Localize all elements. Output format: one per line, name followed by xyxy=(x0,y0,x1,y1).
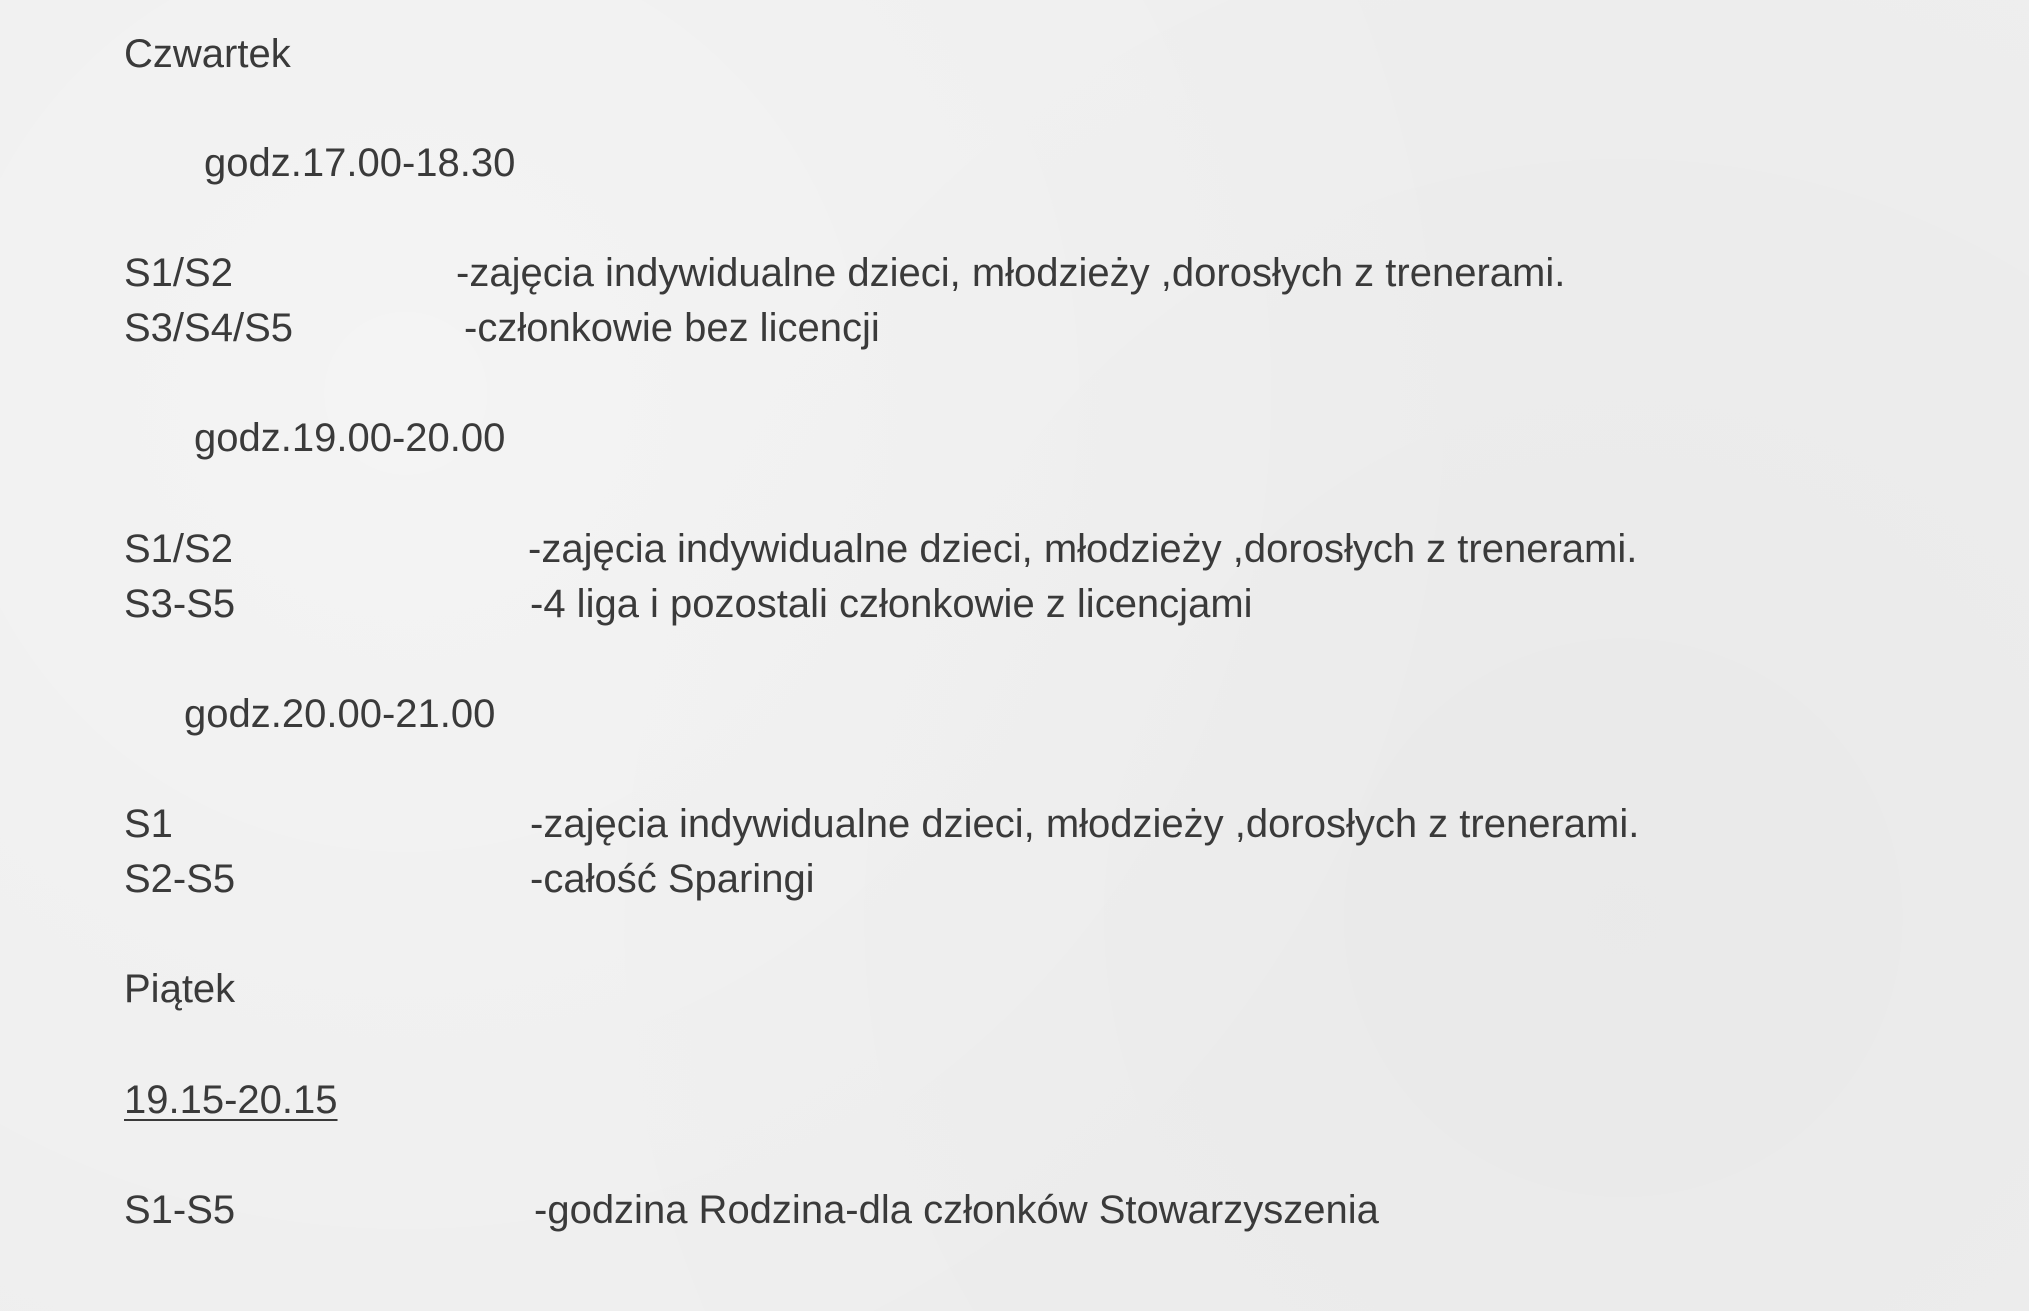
group-description: -godzina Rodzina-dla członków Stowarzyszenia xyxy=(534,1188,1379,1232)
group-label: S1/S2 xyxy=(124,527,233,571)
group-label: S1-S5 xyxy=(124,1188,236,1232)
group-label: S1 xyxy=(124,802,173,846)
time-slot-2: godz.19.00-20.00 xyxy=(194,416,506,460)
time-slot-1: godz.17.00-18.30 xyxy=(204,141,516,185)
group-description: -zajęcia indywidualne dzieci, młodzieży ,dorosłych z trenerami. xyxy=(530,802,1640,846)
group-label: S1/S2 xyxy=(124,251,233,295)
group-label: S2-S5 xyxy=(124,857,236,901)
group-description: -zajęcia indywidualne dzieci, młodzieży ,dorosłych z trenerami. xyxy=(456,251,1566,295)
group-description: -członkowie bez licencji xyxy=(464,306,880,350)
group-label: S3-S5 xyxy=(124,582,236,626)
day-label-thursday: Czwartek xyxy=(124,32,291,76)
group-description: -zajęcia indywidualne dzieci, młodzieży ,dorosłych z trenerami. xyxy=(528,527,1638,571)
time-slot-3: godz.20.00-21.00 xyxy=(184,692,496,736)
group-description: -całość Sparingi xyxy=(530,857,815,901)
group-label: S3/S4/S5 xyxy=(124,306,294,350)
time-slot-friday: 19.15-20.15 xyxy=(124,1078,338,1122)
group-description: -4 liga i pozostali członkowie z licencjami xyxy=(530,582,1253,626)
day-label-friday: Piątek xyxy=(124,967,236,1011)
